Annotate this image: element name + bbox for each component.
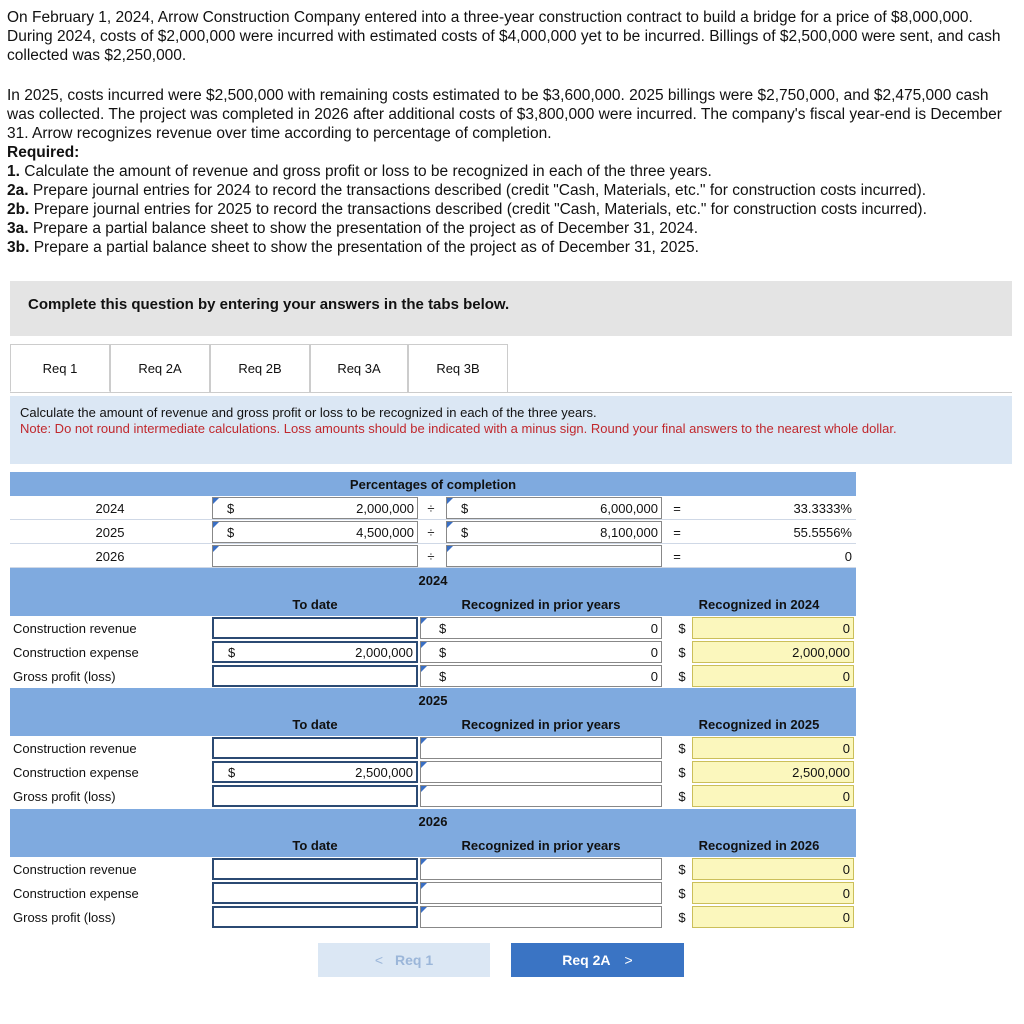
dollar-sign: $ [461,524,469,540]
line-item-label: Gross profit (loss) [13,668,116,684]
dollar-sign: $ [678,788,686,804]
dollar-sign: $ [439,644,447,660]
section-header-row [10,712,856,736]
prev-button[interactable] [318,943,490,977]
section-year-row [10,568,856,592]
line-item-label: Construction revenue [13,620,137,636]
line-item-row [10,736,856,760]
current-year-value: 0 [692,785,854,807]
dollar-sign: $ [461,500,469,516]
required-item [7,162,1017,181]
equals-icon: = [673,500,681,516]
prior-years-value: 0 [650,668,658,684]
instruction-box [10,396,1012,464]
pct-numerator-input[interactable] [212,521,418,543]
current-year-value: 0 [692,737,854,759]
pct-year: 2024 [95,500,125,516]
section-header-row [10,592,856,616]
pct-title: Percentages of completion [349,476,517,492]
dollar-sign: $ [678,764,686,780]
dollar-sign: $ [678,885,686,901]
prior-years-input[interactable] [420,785,662,807]
prior-years-input[interactable] [420,641,662,663]
section-year-row [10,688,856,712]
to-date-input[interactable] [212,737,418,759]
chevron-right-icon: > [624,952,633,968]
line-item-row [10,760,856,784]
to-date-input[interactable] [212,641,418,663]
pct-denominator-value: 6,000,000 [600,500,658,516]
line-item-label: Gross profit (loss) [13,909,116,925]
divide-icon: ÷ [427,500,435,516]
tab-req-3b[interactable]: Req 3B [408,344,508,392]
required-item [7,219,1017,238]
line-item-label: Construction revenue [13,740,137,756]
dollar-sign: $ [439,668,447,684]
pct-numerator-input[interactable] [212,545,418,567]
current-year-value: 0 [692,906,854,928]
pct-row [10,544,856,568]
header-current-year: Recognized in 2025 [698,716,820,732]
to-date-input[interactable] [212,882,418,904]
problem-paragraph-1: On February 1, 2024, Arrow Construction Company entered into a three-year construction contract to build a bridge for a price of $8,000,000. During 2024, costs of $2,000,000 were incurred with estimated costs of $4,000,000 yet to be incurred. Billings of $2,500,000 were sent, and cash collected was $2,250,000. [7,9,1001,64]
pct-result: 0 [844,548,852,564]
instructions-banner: Complete this question by entering your answers in the tabs below. [10,281,1012,336]
required-list [7,162,1017,257]
header-prior-years: Recognized in prior years [461,716,621,732]
to-date-input[interactable] [212,617,418,639]
dollar-sign: $ [678,740,686,756]
to-date-input[interactable] [212,858,418,880]
tab-req-3a[interactable]: Req 3A [310,344,408,392]
line-item-label: Construction expense [13,764,139,780]
pct-header-row [10,472,856,496]
dollar-sign: $ [227,500,235,516]
required-item-text: Prepare journal entries for 2024 to record the transactions described (credit "Cash, Materials, etc." for construction costs incurred). [28,182,927,199]
header-current-year: Recognized in 2026 [698,837,820,853]
prior-years-input[interactable] [420,617,662,639]
equals-icon: = [673,548,681,564]
pct-numerator-value: 4,500,000 [356,524,414,540]
pct-numerator-value: 2,000,000 [356,500,414,516]
tab-underline [10,392,1012,393]
header-to-date: To date [292,837,338,853]
header-current-year: Recognized in 2024 [698,596,820,612]
required-heading: Required: [7,144,80,161]
to-date-value: 2,500,000 [355,764,413,780]
line-item-label: Construction revenue [13,861,137,877]
required-item [7,200,1017,219]
prior-years-input[interactable] [420,858,662,880]
tab-req-2b[interactable]: Req 2B [210,344,310,392]
required-item-number: 2b. [7,201,30,218]
pct-result: 55.5556% [793,524,852,540]
problem-paragraph-2: In 2025, costs incurred were $2,500,000 with remaining costs estimated to be $3,600,000. 2025 billings were $2,750,000, and $2,475,000 cash was collected. The project was completed in 2026 after additional costs of $3,800,000 were incurred. The company's fiscal year-end is December 31. Arrow recognizes revenue over time according to percentage of completion. [7,87,1002,142]
chevron-left-icon: < [374,952,384,968]
line-item-row [10,857,856,881]
to-date-input[interactable] [212,761,418,783]
line-item-label: Gross profit (loss) [13,788,116,804]
instruction-note: Note: Do not round intermediate calculations. Loss amounts should be indicated with a minus sign. Round your final answers to the nearest whole dollar. [20,421,897,436]
pct-denominator-value: 8,100,000 [600,524,658,540]
current-year-value: 0 [692,665,854,687]
dollar-sign: $ [228,644,236,660]
line-item-row [10,664,856,688]
to-date-input[interactable] [212,785,418,807]
current-year-value: 0 [692,858,854,880]
prior-years-input[interactable] [420,882,662,904]
required-item-number: 3a. [7,220,29,237]
pct-row [10,496,856,520]
line-item-row [10,784,856,808]
line-item-row [10,905,856,929]
to-date-input[interactable] [212,906,418,928]
pct-denominator-input[interactable] [446,497,662,519]
required-item-text: Prepare a partial balance sheet to show the presentation of the project as of December 31, 2025. [29,239,699,256]
line-item-label: Construction expense [13,885,139,901]
dollar-sign: $ [439,620,447,636]
divide-icon: ÷ [427,524,435,540]
required-item-text: Prepare journal entries for 2025 to record the transactions described (credit "Cash, Materials, etc." for construction costs incurred). [29,201,927,218]
line-item-row [10,640,856,664]
prior-years-input[interactable] [420,737,662,759]
dollar-sign: $ [227,524,235,540]
section-year: 2025 [418,692,448,708]
prior-years-input[interactable] [420,761,662,783]
to-date-input[interactable] [212,665,418,687]
line-item-row [10,616,856,640]
next-button[interactable] [511,943,684,977]
dollar-sign: $ [678,909,686,925]
tab-req-1[interactable]: Req 1 [10,344,110,392]
pct-row [10,520,856,544]
instruction-text: Calculate the amount of revenue and gross profit or loss to be recognized in each of the three years. [20,405,597,420]
required-item-text: Calculate the amount of revenue and gross profit or loss to be recognized in each of the three years. [19,163,712,180]
pct-denominator-input[interactable] [446,545,662,567]
dollar-sign: $ [228,764,236,780]
prior-years-value: 0 [650,620,658,636]
header-to-date: To date [292,596,338,612]
to-date-value: 2,000,000 [355,644,413,660]
pct-numerator-input[interactable] [212,497,418,519]
divide-icon: ÷ [427,548,435,564]
prior-years-input[interactable] [420,906,662,928]
section-year: 2024 [418,572,448,588]
prev-button-label: Req 1 [395,952,434,968]
section-year: 2026 [418,813,448,829]
line-item-row [10,881,856,905]
header-to-date: To date [292,716,338,732]
line-item-label: Construction expense [13,644,139,660]
pct-year: 2025 [95,524,125,540]
required-item [7,238,1017,257]
pct-year: 2026 [95,548,125,564]
header-prior-years: Recognized in prior years [461,596,621,612]
next-button-label: Req 2A [562,952,611,968]
required-item-number: 3b. [7,239,30,256]
required-item [7,181,1017,200]
required-item-text: Prepare a partial balance sheet to show the presentation of the project as of December 31, 2024. [28,220,699,237]
current-year-value: 0 [692,617,854,639]
pct-result: 33.3333% [793,500,852,516]
current-year-value: 2,500,000 [692,761,854,783]
pct-denominator-input[interactable] [446,521,662,543]
section-header-row [10,833,856,857]
required-item-number: 1. [7,163,20,180]
prior-years-input[interactable] [420,665,662,687]
dollar-sign: $ [678,620,686,636]
dollar-sign: $ [678,668,686,684]
dollar-sign: $ [678,644,686,660]
section-year-row [10,809,856,833]
tab-req-2a[interactable]: Req 2A [110,344,210,392]
required-item-number: 2a. [7,182,29,199]
current-year-value: 2,000,000 [692,641,854,663]
current-year-value: 0 [692,882,854,904]
prior-years-value: 0 [650,644,658,660]
equals-icon: = [673,524,681,540]
dollar-sign: $ [678,861,686,877]
header-prior-years: Recognized in prior years [461,837,621,853]
